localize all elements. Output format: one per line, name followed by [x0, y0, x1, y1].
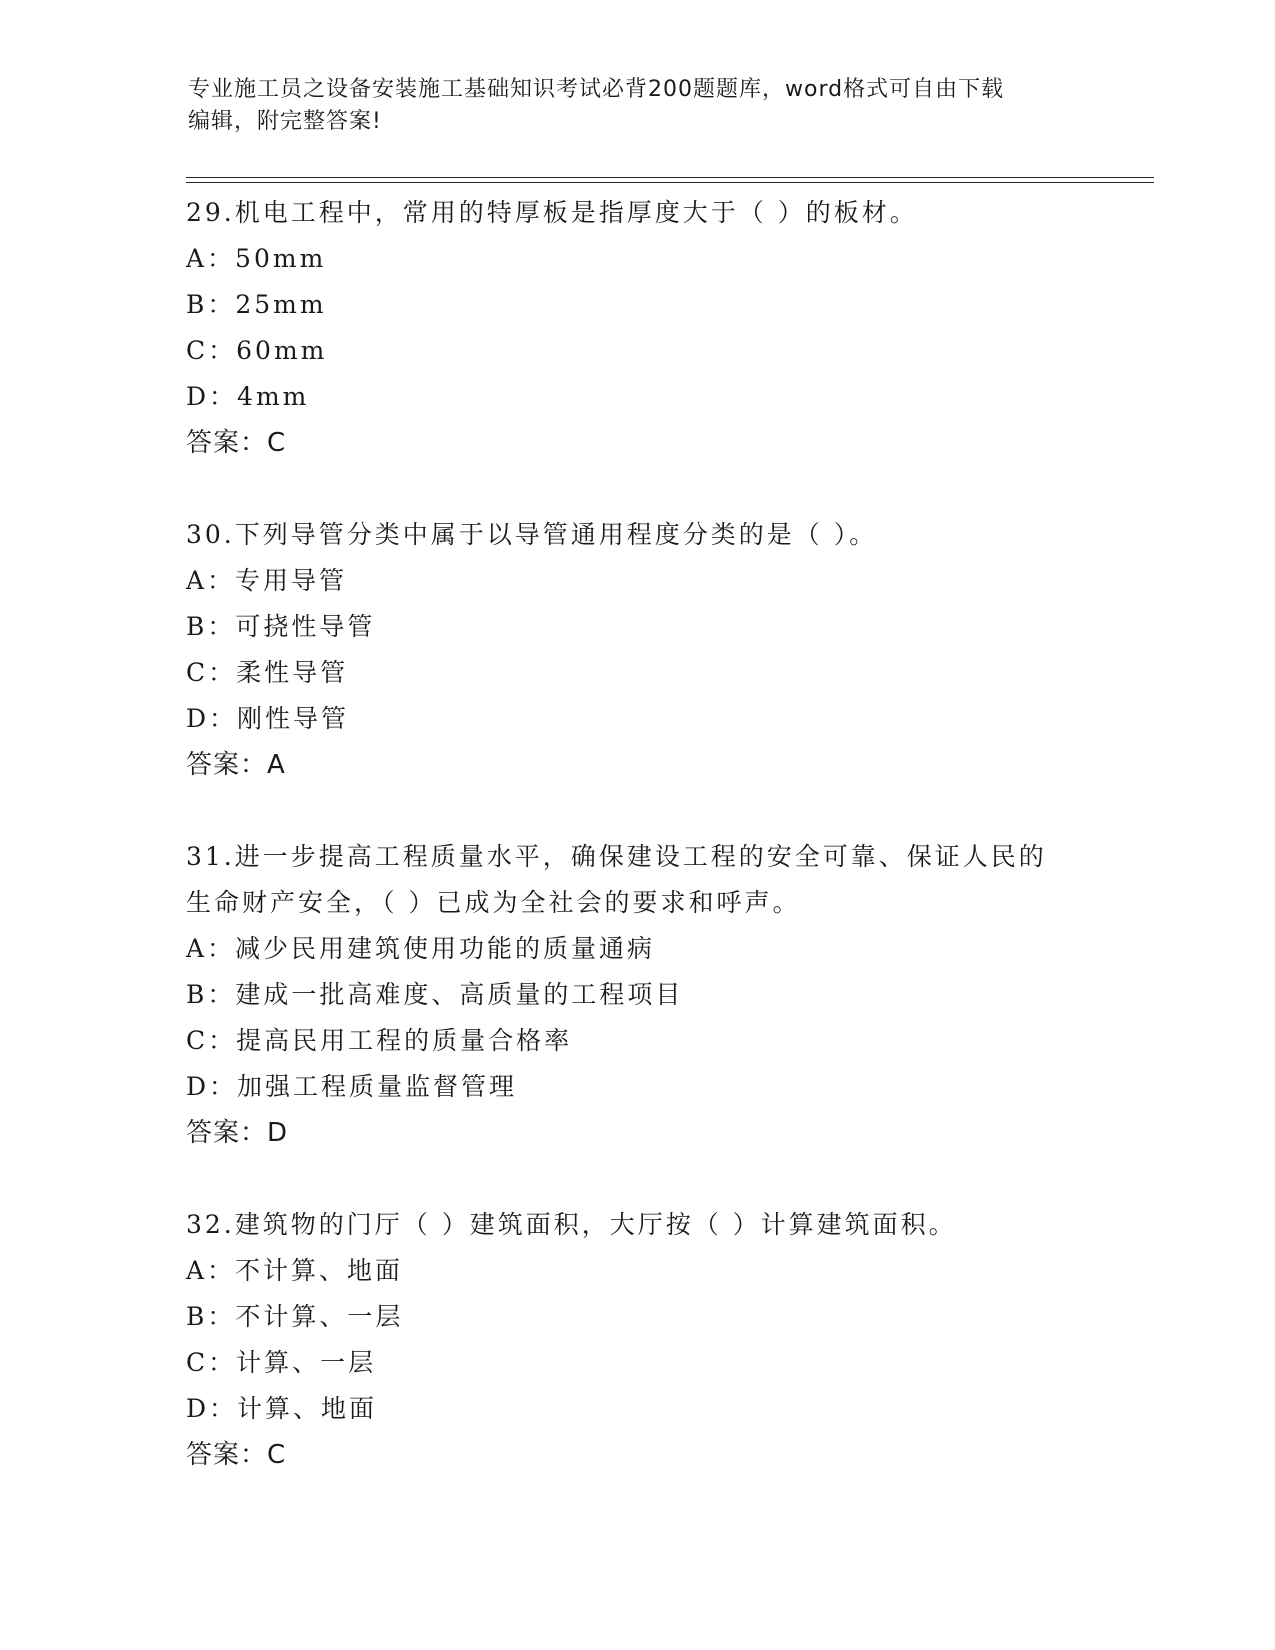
option-d: D：加强工程质量监督管理 [186, 1072, 518, 1101]
option-b: B：25mm [186, 290, 327, 319]
answer: 答案：C [186, 1440, 287, 1470]
option-c: C：提高民用工程的质量合格率 [186, 1026, 573, 1055]
option-b: B：建成一批高难度、高质量的工程项目 [186, 980, 684, 1009]
option-c: C：柔性导管 [186, 658, 349, 687]
option-c: C：计算、一层 [186, 1348, 377, 1377]
question-31 [186, 834, 1086, 1156]
option-b: B：可挠性导管 [186, 612, 376, 641]
question-text-line-2: 生命财产安全，（ ）已成为全社会的要求和呼声。 [186, 888, 801, 917]
option-a: A：减少民用建筑使用功能的质量通病 [186, 934, 656, 963]
option-c: C：60mm [186, 336, 328, 365]
answer: 答案：D [186, 1118, 289, 1148]
question-29 [186, 190, 1086, 466]
document-header [188, 74, 1088, 138]
header-divider-top [186, 177, 1154, 178]
question-30 [186, 512, 1086, 788]
question-text: 32.建筑物的门厅（ ）建筑面积，大厅按（ ）计算建筑面积。 [186, 1210, 957, 1239]
option-a: A：不计算、地面 [186, 1256, 404, 1285]
option-d: D：4mm [186, 382, 310, 411]
header-divider-bottom [186, 182, 1154, 183]
question-32 [186, 1202, 1086, 1478]
option-b: B：不计算、一层 [186, 1302, 404, 1331]
question-text: 29.机电工程中，常用的特厚板是指厚度大于（ ）的板材。 [186, 198, 918, 227]
answer: 答案：A [186, 750, 286, 780]
option-d: D：计算、地面 [186, 1394, 378, 1423]
header-line-2: 编辑，附完整答案! [188, 109, 382, 134]
option-d: D：刚性导管 [186, 704, 350, 733]
option-a: A：50mm [186, 244, 327, 273]
header-line-1: 专业施工员之设备安装施工基础知识考试必背200题题库，word格式可自由下载 [188, 77, 1005, 102]
answer: 答案：C [186, 428, 287, 458]
question-list [186, 190, 1086, 1524]
question-text: 30.下列导管分类中属于以导管通用程度分类的是（ ）。 [186, 520, 878, 549]
option-a: A：专用导管 [186, 566, 348, 595]
question-text-line-1: 31.进一步提高工程质量水平，确保建设工程的安全可靠、保证人民的 [186, 842, 1047, 871]
